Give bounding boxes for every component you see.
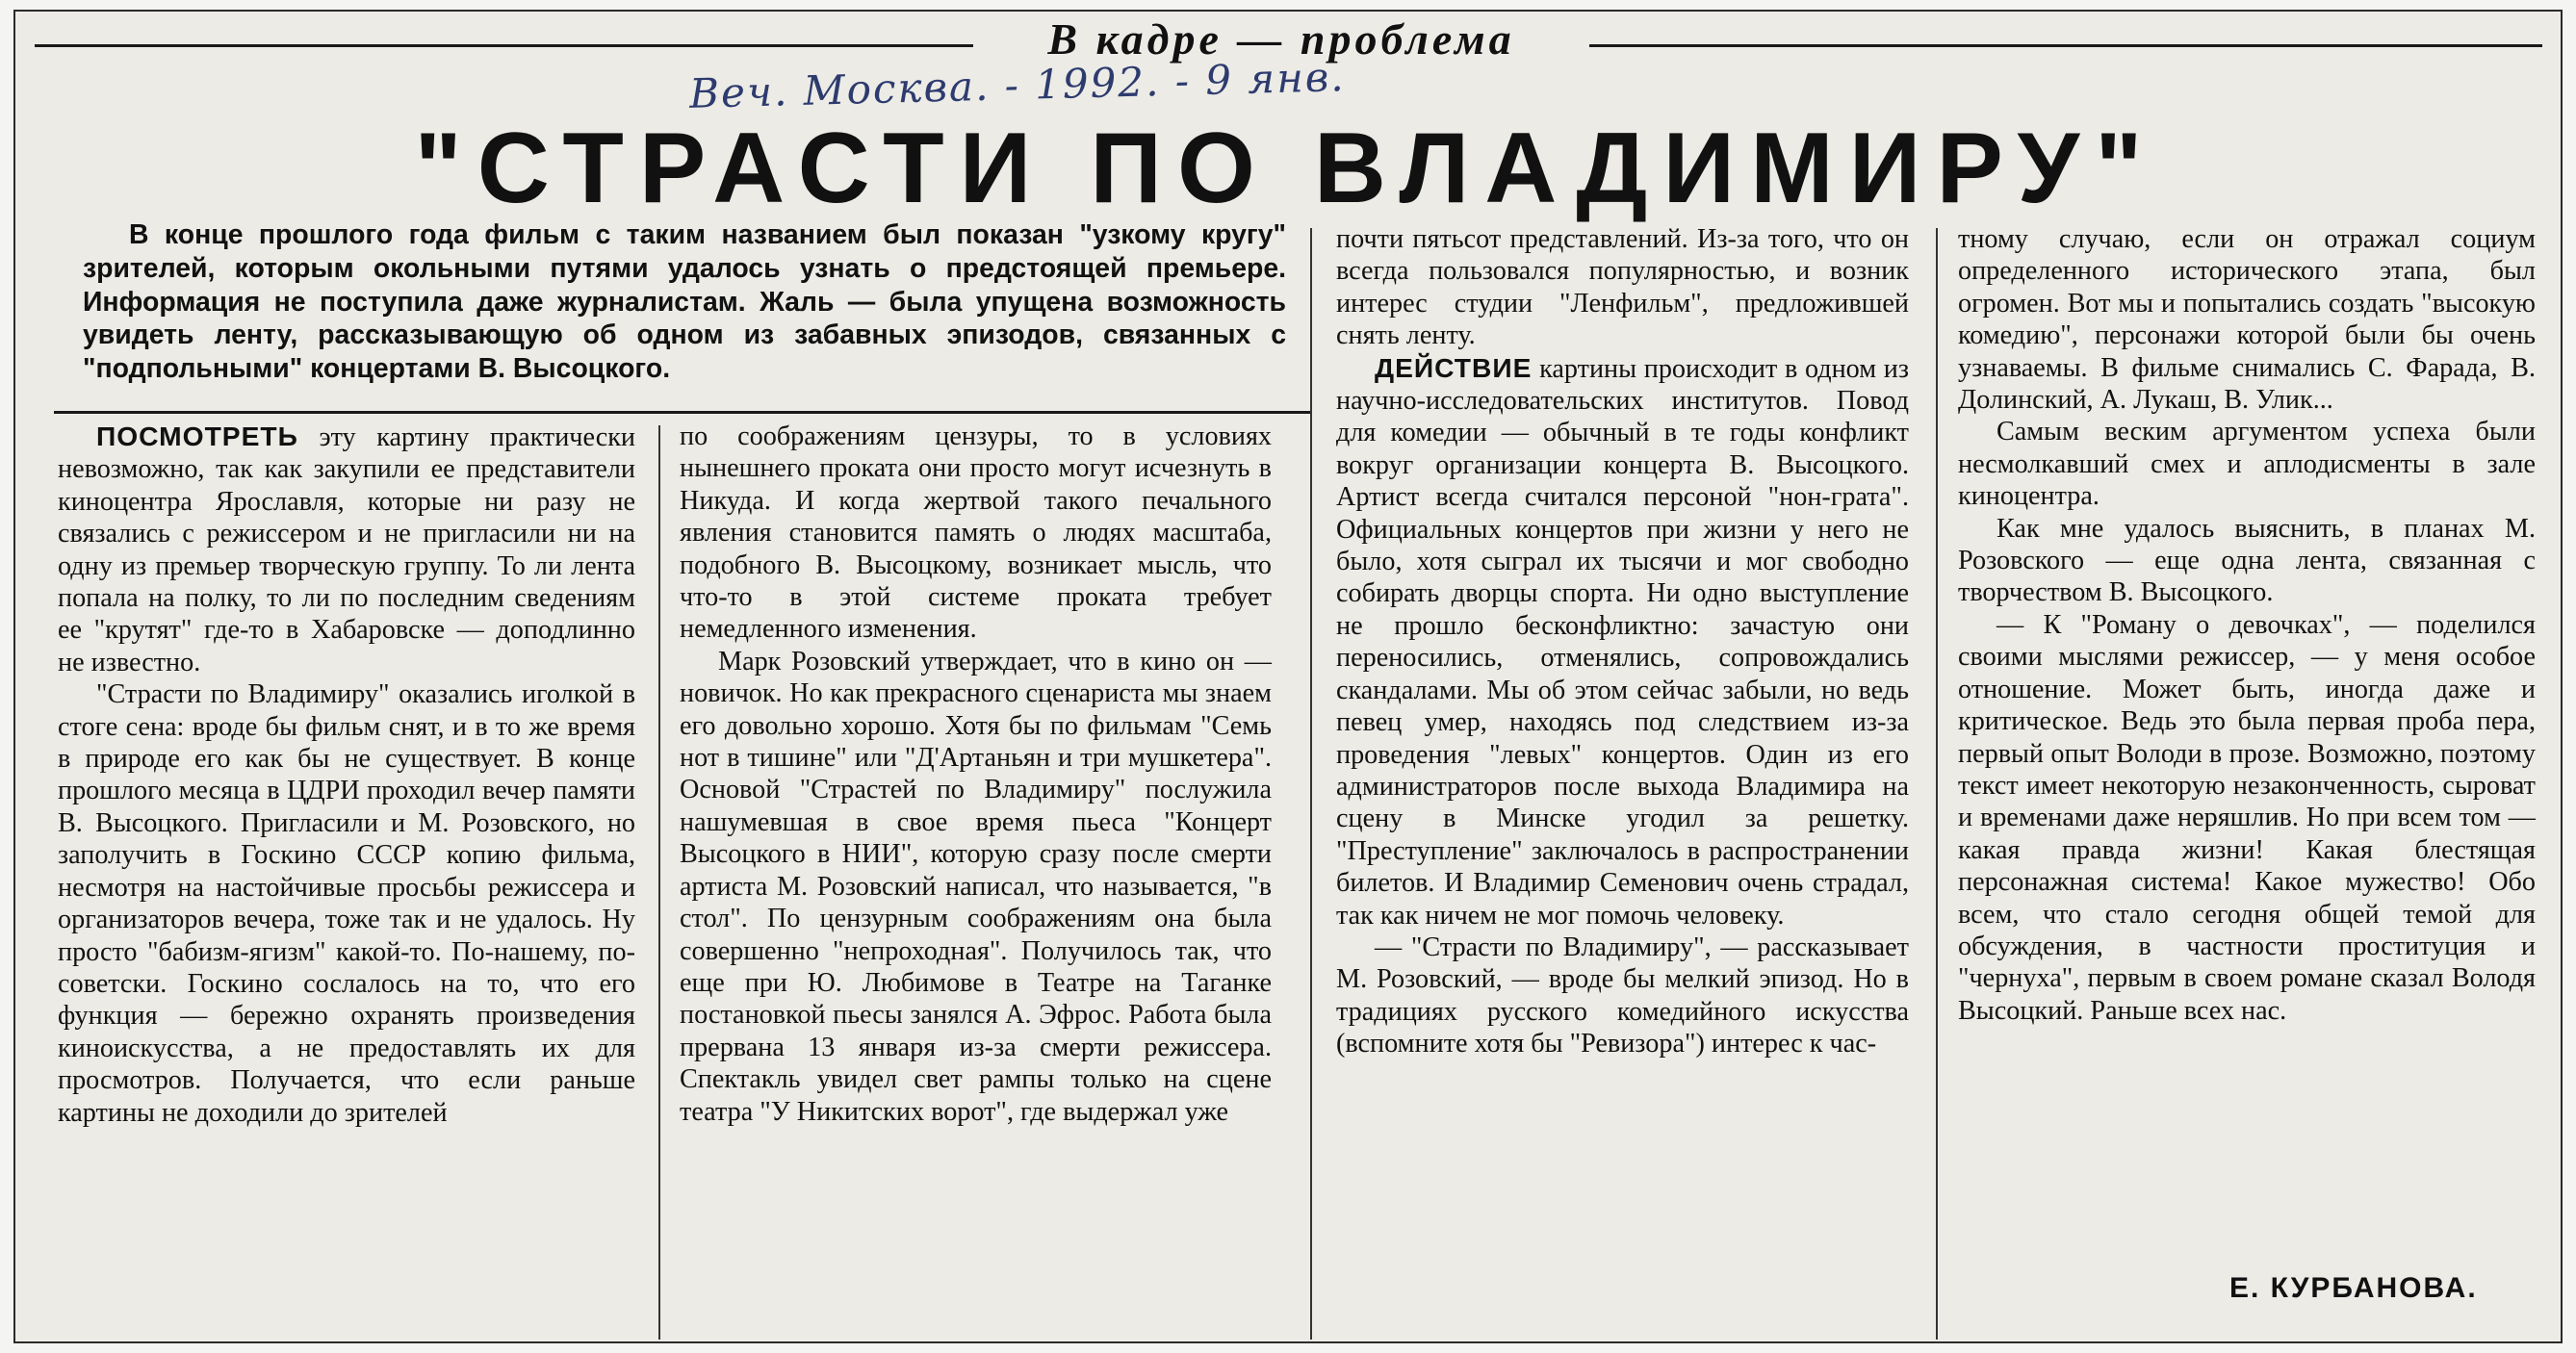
rubric: В кадре — проблема	[1047, 14, 1515, 64]
paragraph: "Страсти по Владимиру" оказались иголкой в стоге сена: вроде бы фильм снят, и в то же время в природе его как бы не существует. В конце прошлого месяца в ЦДРИ проходил вечер памяти В. Высоцкого. Пригласили и М. Розовского, но заполучить в Госкино СССР копию фильма, несмотря на настойчивые просьбы режиссера и организаторов вечера, тоже так и не удалось. Ну просто "бабизм-ягизм" какой-то. По-нашему, по-советски. Госкино сослалось на то, что его функция — бережно охранять произведения киноискусства, а не предоставлять их для просмотров. Получается, что если раньше картины не доходили до зрителей	[58, 679, 635, 1128]
paragraph: Как мне удалось выяснить, в планах М. Розовского — еще одна лента, связанная с творчеством В. Высоцкого.	[1958, 513, 2536, 608]
paragraph	[58, 421, 635, 678]
paragraph: — К "Роману о девочках", — поделился своими мыслями режиссер, — у меня особое отношение. Может быть, иногда даже и критическое. Ведь это была первая проба пера, первый опыт Володи в прозе. Возможно, поэтому текст имеет некоторую незаконченность, сыроват и временами даже неряшлив. Но при всем том — какая правда жизни! Какая блестящая персонажная система! Какое мужество! Обо всем, что стало сегодня общей темой для обсуждения, в частности проституция и "чернуха", первым в своем романе сказал Володя Высоцкий. Раньше всех нас.	[1958, 609, 2536, 1026]
paragraph-lead-word: ДЕЙСТВИЕ	[1375, 351, 1533, 383]
paragraph: Самым веским аргументом успеха были несмолкавший смех и аплодисменты в зале киноцентра.	[1958, 417, 2536, 512]
text-column-1	[58, 421, 635, 1129]
paragraph: Марк Розовский утверждает, что в кино он — новичок. Но как прекрасного сценариста мы знаем его довольно хорошо. Хотя бы по фильмам "Семь нот в тишине" или "Д'Артаньян и три мушкетера". Основой "Страстей по Владимиру" послужила нашумевшая в свое время пьеса "Концерт Высоцкого в НИИ", которую сразу после смерти артиста М. Розовский написал, что называется, "в стол". По цензурным соображениям она была совершенно "непроходная". Получилось так, что еще при Ю. Любимове в Театре на Таганке постановкой пьесы занялся А. Эфрос. Работа была прервана 13 января из-за смерти режиссера. Спектакль увидел свет рампы только на сцене театра "У Никитских ворот", где выдержал уже	[680, 646, 1272, 1127]
paragraph-text: эту картину практически невозможно, так как закупили ее представители киноцентра Ярославля, которые ни разу не связались с режиссером и не пригласили ни на одну из премьер творческую группу. То ли лента попала на полку, то ли по последним сведениям ее "крутят" где-то в Хабаровске — доподлинно не известно.	[58, 422, 635, 677]
paragraph: по соображениям цензуры, то в условиях нынешнего проката они просто могут исчезнуть в Никуда. И когда жертвой такого печального явления становится память о людях масштаба, подобного В. Высоцкому, возникает мысль, что что-то в этой системе проката требует немедленного изменения.	[680, 421, 1272, 645]
text-column-3	[1336, 223, 1909, 1060]
lead-underline	[54, 411, 1310, 414]
paragraph	[1336, 352, 1909, 932]
handwritten-source-note: Веч. Москва. - 1992. - 9 янв.	[688, 53, 1347, 117]
article-headline: "СТРАСТИ ПО ВЛАДИМИРУ"	[414, 113, 2158, 224]
article-lead: В конце прошлого года фильм с таким названием был показан "узкому кругу" зрителей, которым окольными путями удалось узнать о предстоящей премьере. Информация не поступила даже журналистам. Жаль — была упущена возможность увидеть ленту, рассказывающую об одном из забавных эпизодов, связанных с "подпольными" концертами В. Высоцкого.	[83, 219, 1286, 385]
text-column-4	[1958, 223, 2536, 1027]
column-divider	[658, 425, 660, 1340]
column-divider	[1310, 228, 1312, 1340]
rubric-rule-right	[1589, 44, 2542, 47]
column-divider	[1936, 228, 1938, 1340]
rubric-rule-left	[35, 44, 973, 47]
paragraph: — "Страсти по Владимиру", — рассказывает М. Розовский, — вроде бы мелкий эпизод. Но в традициях русского комедийного искусства (вспомните хотя бы "Ревизора") интерес к час-	[1336, 932, 1909, 1059]
paragraph-text: картины происходит в одном из научно-исследовательских институтов. Повод для комедии — обычный в те годы конфликт вокруг организации концерта В. Высоцкого. Артист всегда считался персоной "нон-грата". Официальных концертов при жизни у него не было, хотя сыграл их тысячи и мог свободно собирать дворцы спорта. Ни одно выступление не прошло бесконфликтно: зачастую они переносились, отменялись, сопровождались скандалами. Мы об этом сейчас забыли, но ведь певец умер, находясь под следствием из-за проведения "левых" концертов. Один из его администраторов после выхода Владимира на сцену в Минске угодил за решетку. "Преступление" заключалось в распространении билетов. И Владимир Семенович очень страдал, так как ничем не мог помочь человеку.	[1336, 353, 1909, 931]
paragraph: тному случаю, если он отражал социум определенного исторического этапа, был огромен. Вот мы и попытались создать "высокую комедию", персонажи которой были бы очень узнаваемы. В фильме снимались С. Фарада, В. Долинский, А. Лукаш, В. Улик...	[1958, 224, 2536, 416]
newspaper-clipping	[13, 10, 2563, 1343]
text-column-2	[680, 421, 1272, 1128]
paragraph-lead-word: ПОСМОТРЕТЬ	[96, 421, 298, 451]
paragraph: почти пятьсот представлений. Из-за того, что он всегда пользовался популярностью, и возник интерес студии "Ленфильм", предложившей снять ленту.	[1336, 224, 1909, 351]
author-signature: Е. КУРБАНОВА.	[2229, 1272, 2478, 1304]
